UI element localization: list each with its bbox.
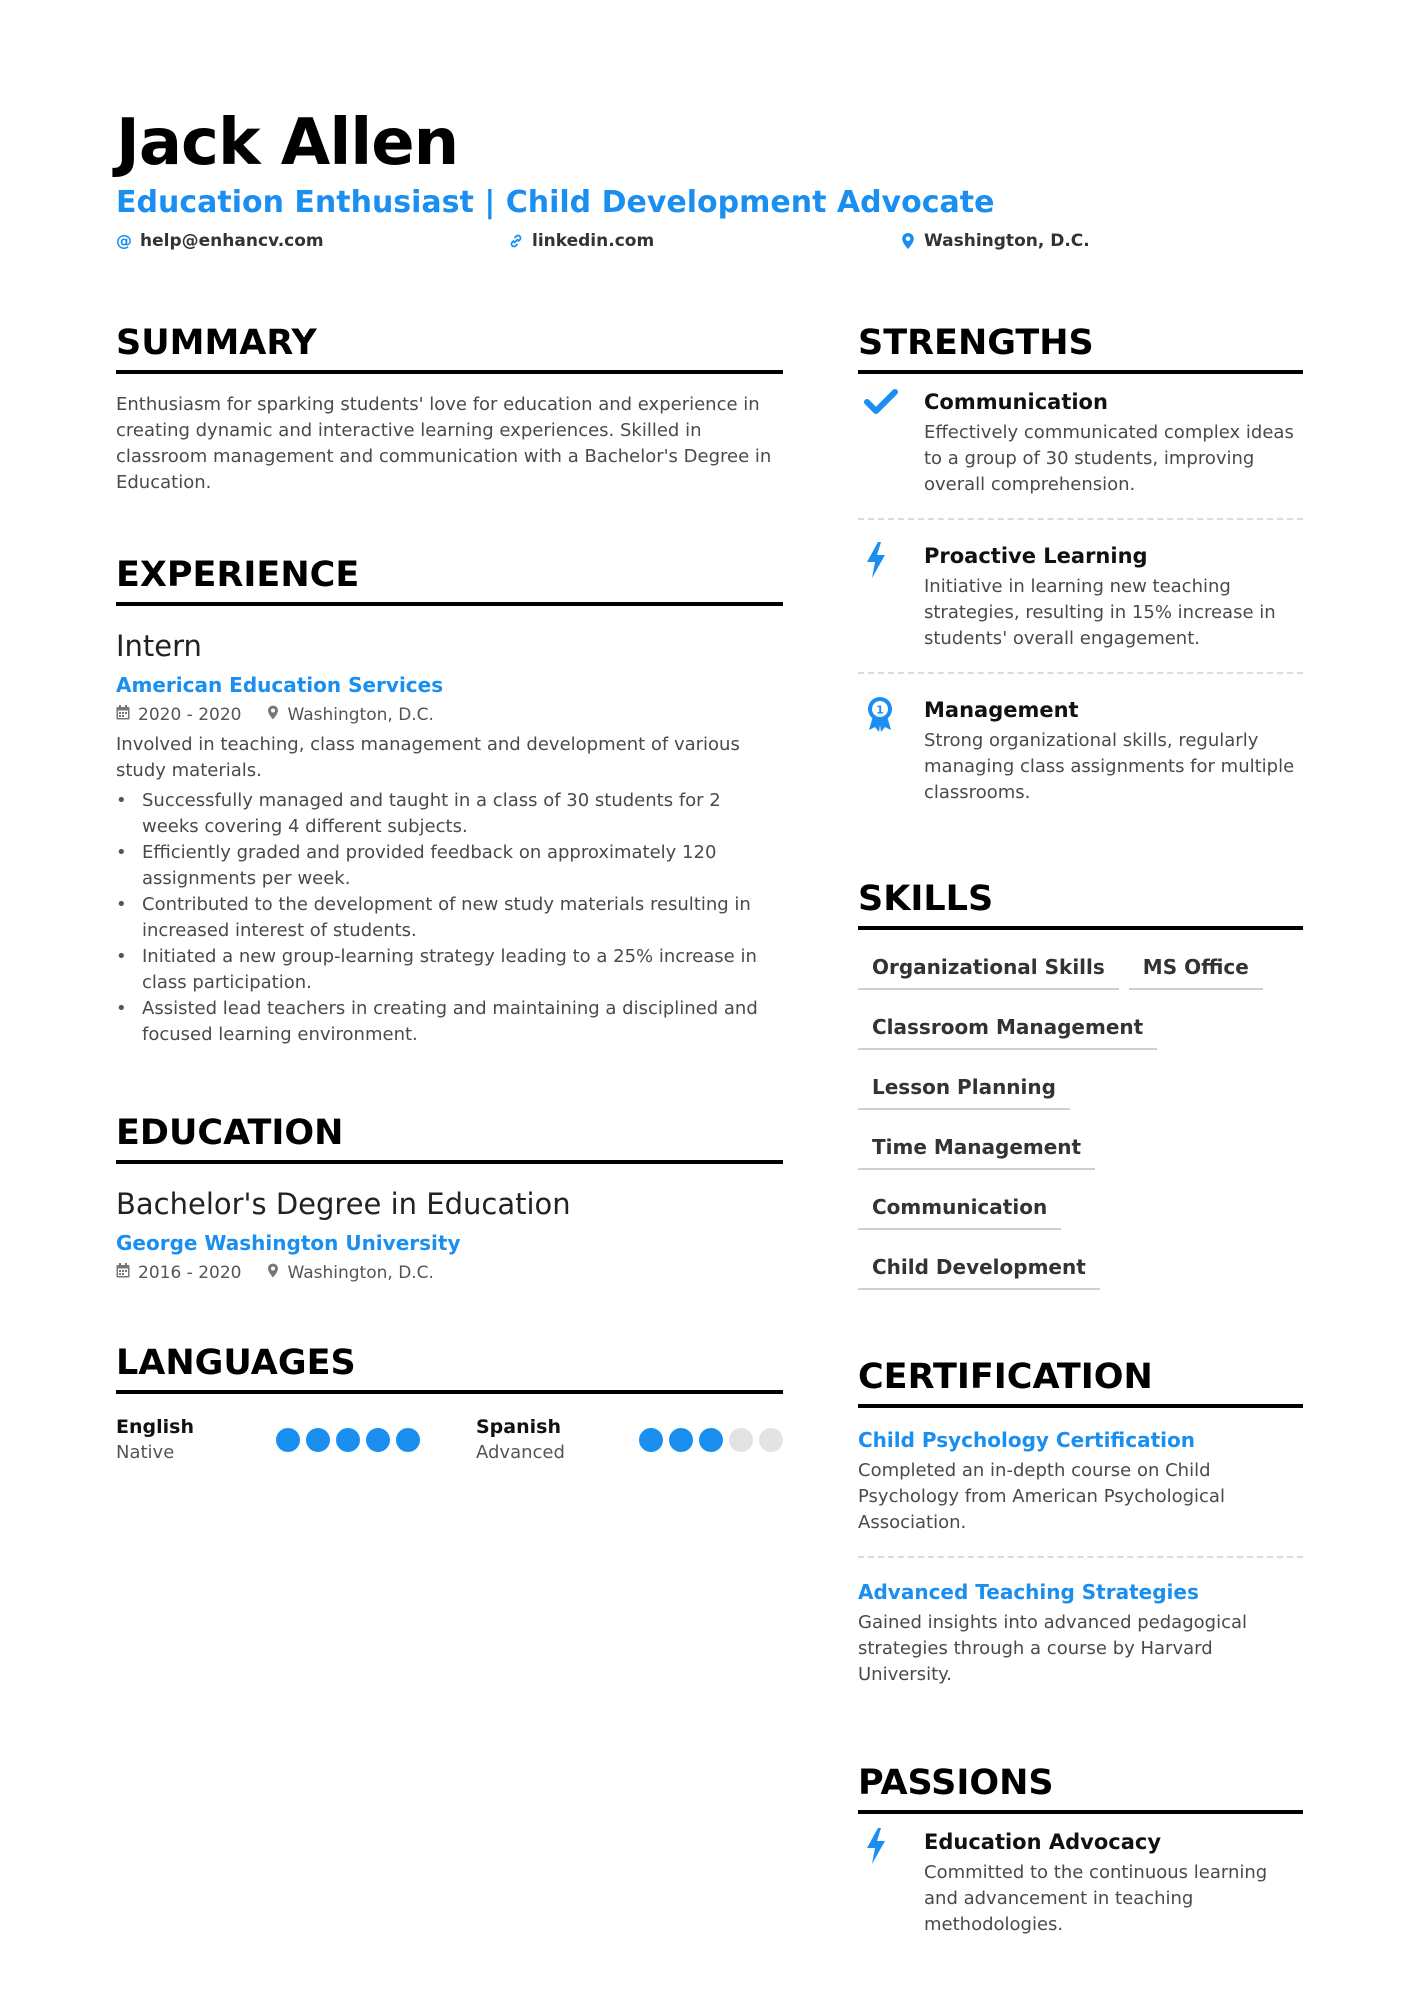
- rating-dot-filled: [276, 1428, 300, 1452]
- language-text: [476, 1414, 565, 1466]
- right-column: [858, 320, 1303, 2014]
- lightning-icon: [858, 542, 924, 652]
- passion-item: [858, 1814, 1303, 1958]
- candidate-name: Jack Allen: [116, 106, 459, 180]
- left-column: [116, 320, 783, 1522]
- rating-dot-filled: [699, 1428, 723, 1452]
- skill-tag: Organizational Skills: [858, 948, 1119, 990]
- language-level: Advanced: [476, 1442, 565, 1463]
- location-pin-icon: [900, 233, 916, 249]
- certification-title: Child Psychology Certification: [858, 1428, 1195, 1452]
- certification-section: [858, 1354, 1303, 1708]
- lightning-icon: [858, 1828, 924, 1938]
- rating-dot-filled: [669, 1428, 693, 1452]
- job-meta: [116, 702, 783, 728]
- language-name: Spanish: [476, 1416, 561, 1438]
- experience-section: [116, 552, 783, 1048]
- job-role: Intern: [116, 629, 202, 663]
- strength-description: Initiative in learning new teaching strategies, resulting in 15% increase in students' overall engagement.: [924, 576, 1276, 649]
- checkmark-icon: [858, 388, 924, 498]
- certification-description: Gained insights into advanced pedagogical strategies through a course by Harvard University.: [858, 1612, 1248, 1685]
- experience-heading: EXPERIENCE: [116, 552, 783, 606]
- strength-body: [924, 696, 1303, 806]
- strength-title: Communication: [924, 390, 1108, 414]
- email-text: help@enhancv.com: [140, 231, 324, 251]
- location-text: Washington, D.C.: [924, 231, 1090, 251]
- language-text: [116, 1414, 194, 1466]
- rating-dot-filled: [366, 1428, 390, 1452]
- skills-section: [858, 876, 1303, 1290]
- certification-item: [858, 1408, 1303, 1556]
- education-heading: EDUCATION: [116, 1110, 783, 1164]
- job-location: [267, 702, 433, 728]
- location-pin-icon: [267, 702, 279, 728]
- strength-item: [858, 518, 1303, 672]
- skills-list: [858, 948, 1303, 1290]
- education-meta: [116, 1260, 783, 1286]
- job-bullets: [116, 788, 783, 1048]
- rating-dot-filled: [336, 1428, 360, 1452]
- summary-heading: SUMMARY: [116, 320, 783, 374]
- job-dates-text: 2020 - 2020: [138, 705, 242, 725]
- language-item: [476, 1414, 783, 1466]
- contact-location: [900, 228, 1090, 254]
- location-pin-icon: [267, 1260, 279, 1286]
- certification-heading: CERTIFICATION: [858, 1354, 1303, 1408]
- candidate-title: Education Enthusiast | Child Development Advocate: [116, 185, 995, 220]
- education-section: [116, 1110, 783, 1286]
- degree-title: Bachelor's Degree in Education: [116, 1187, 571, 1221]
- rating-dot-filled: [306, 1428, 330, 1452]
- list-item: • Contributed to the development of new study materials resulting in increased interest of students.: [142, 892, 783, 944]
- skill-tag: Lesson Planning: [858, 1068, 1070, 1110]
- rating-dot-filled: [639, 1428, 663, 1452]
- language-level: Native: [116, 1442, 175, 1463]
- skills-heading: SKILLS: [858, 876, 1303, 930]
- job-description: Involved in teaching, class management and development of various study materials.: [116, 734, 740, 781]
- at-sign-icon: @: [116, 231, 132, 250]
- strengths-heading: STRENGTHS: [858, 320, 1303, 374]
- skill-tag: Communication: [858, 1188, 1061, 1230]
- strengths-section: [858, 320, 1303, 826]
- calendar-icon: [116, 1260, 130, 1286]
- company-name: American Education Services: [116, 673, 444, 697]
- list-item: • Initiated a new group-learning strategy leading to a 25% increase in class participation.: [142, 944, 783, 996]
- link-icon: [508, 233, 524, 249]
- strength-item: [858, 374, 1303, 518]
- award-ribbon-icon: [858, 696, 924, 806]
- language-rating: [639, 1428, 783, 1452]
- rating-dot-filled: [396, 1428, 420, 1452]
- passion-title: Education Advocacy: [924, 1830, 1162, 1854]
- language-name: English: [116, 1416, 194, 1438]
- strength-title: Management: [924, 698, 1079, 722]
- contact-linkedin[interactable]: [508, 228, 654, 254]
- languages-section: [116, 1340, 783, 1466]
- list-item: • Assisted lead teachers in creating and maintaining a disciplined and focused learning environment.: [142, 996, 783, 1048]
- contact-email[interactable]: [116, 228, 324, 254]
- language-rating: [276, 1428, 420, 1452]
- passion-description: Committed to the continuous learning and advancement in teaching methodologies.: [924, 1862, 1268, 1935]
- job-location-text: Washington, D.C.: [287, 705, 434, 725]
- list-item: • Efficiently graded and provided feedback on approximately 120 assignments per week.: [142, 840, 783, 892]
- education-location-text: Washington, D.C.: [287, 1263, 434, 1283]
- strength-title: Proactive Learning: [924, 544, 1148, 568]
- summary-section: [116, 320, 783, 496]
- linkedin-text: linkedin.com: [532, 231, 655, 251]
- education-dates-text: 2016 - 2020: [138, 1263, 242, 1283]
- calendar-icon: [116, 702, 130, 728]
- strength-body: [924, 542, 1303, 652]
- language-item: [116, 1414, 476, 1466]
- strength-body: [924, 388, 1303, 498]
- rating-dot-empty: [729, 1428, 753, 1452]
- skill-tag: Classroom Management: [858, 1008, 1157, 1050]
- languages-heading: LANGUAGES: [116, 1340, 783, 1394]
- education-location: [267, 1260, 433, 1286]
- skill-tag: Time Management: [858, 1128, 1095, 1170]
- passions-section: [858, 1760, 1303, 1958]
- strength-description: Strong organizational skills, regularly managing class assignments for multiple classrooms.: [924, 730, 1295, 803]
- list-item: • Successfully managed and taught in a class of 30 students for 2 weeks covering 4 different subjects.: [142, 788, 783, 840]
- skill-tag: Child Development: [858, 1248, 1100, 1290]
- passions-heading: PASSIONS: [858, 1760, 1303, 1814]
- certification-description: Completed an in-depth course on Child Psychology from American Psychological Association.: [858, 1460, 1225, 1533]
- languages-list: [116, 1414, 783, 1466]
- strength-item: [858, 672, 1303, 826]
- certification-item: [858, 1556, 1303, 1708]
- school-name: George Washington University: [116, 1231, 461, 1255]
- skill-tag: MS Office: [1129, 948, 1263, 990]
- summary-text: Enthusiasm for sparking students' love for education and experience in creating dynamic and interactive learning experiences. Skilled in classroom management and communication with a Bachelor's Degree in Education.: [116, 394, 772, 493]
- certification-title: Advanced Teaching Strategies: [858, 1580, 1199, 1604]
- svg-text:1: 1: [876, 703, 884, 717]
- education-dates: [116, 1260, 241, 1286]
- job-dates: [116, 702, 241, 728]
- passion-body: [924, 1828, 1303, 1938]
- strength-description: Effectively communicated complex ideas to a group of 30 students, improving overall comprehension.: [924, 422, 1294, 495]
- rating-dot-empty: [759, 1428, 783, 1452]
